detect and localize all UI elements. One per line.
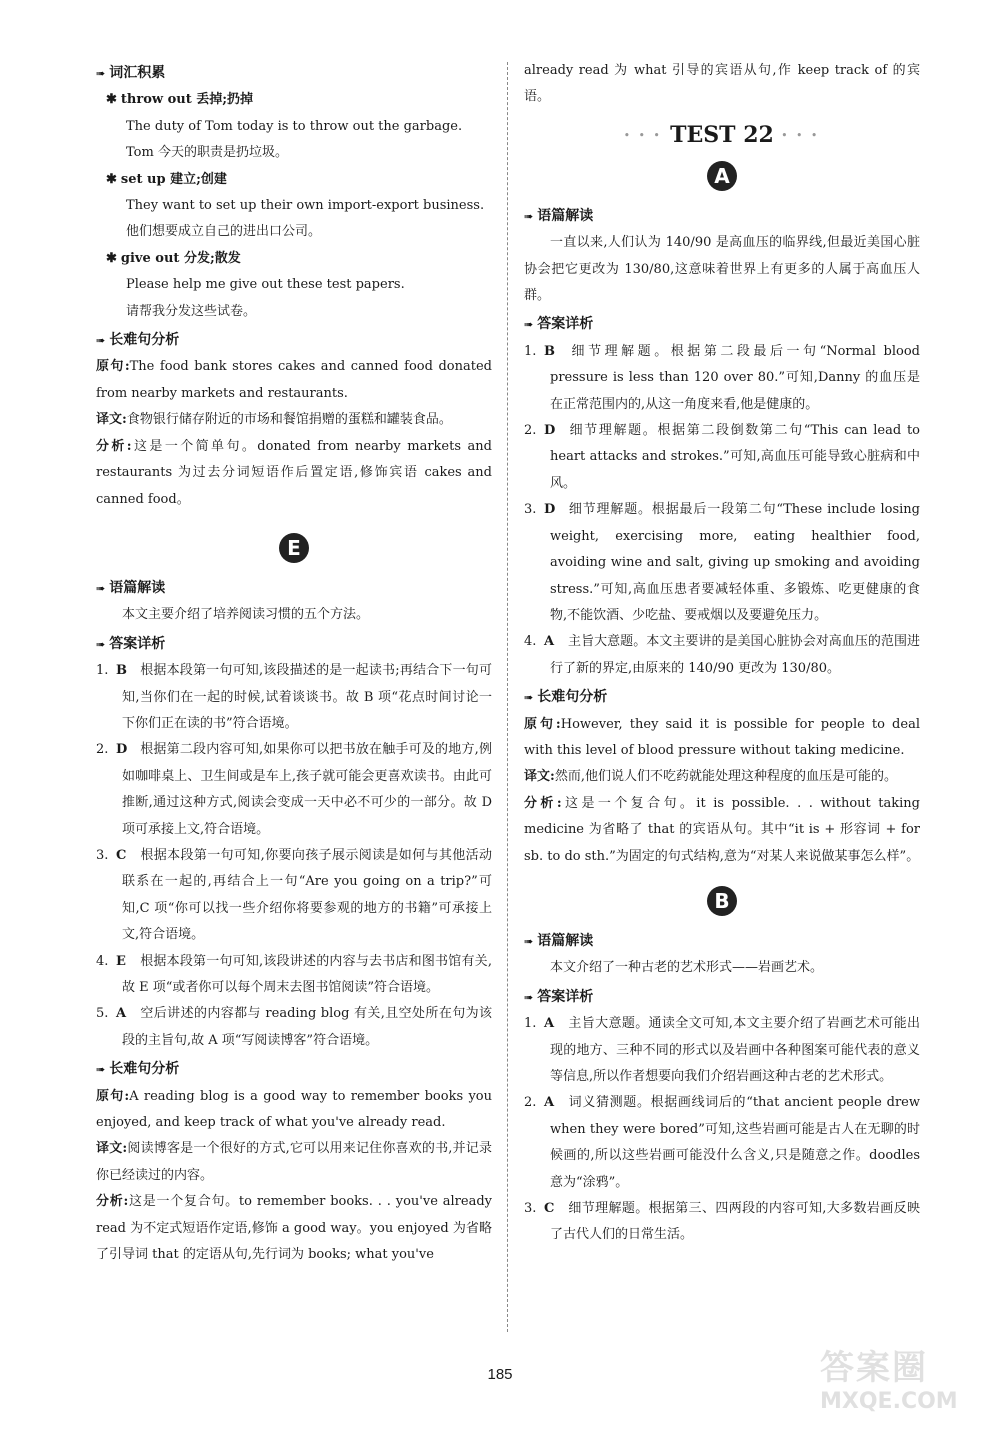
continued-analysis: already read 为 what 引导的宾语从句,作 keep track of 的宾语。 [524,63,920,105]
original-sentence: 原句:The food bank stores cakes and canned food donated from nearby markets and restaurants. [96,359,492,401]
analysis: 分析:这是一个复合句。it is possible. . . without taking medicine 为省略了 that 的宾语从句。其中“it is + 形容词 + for sb. to do sth.”为固定的句式结构,意为“对某人来说做某事怎么样”。 [524,795,920,864]
answer-item: 2. A 词义猜测题。根据画线词后的“that ancient people drew when they were bored”可知,这些岩画可能是古人在无聊的时候画的,所以这些岩画可能没什么含义,只是随意之作。doodles 意为“涂鸦”。 [524,1095,920,1190]
answer-item: 3. C 根据本段第一句可知,你要向孩子展示阅读是如何与其他活动联系在一起的,再结合上一句“Are you going on a trip?”可知,C 项“你可以找一些介绍你将要参观的地方的书籍”可承接上文,符合语境。 [96,847,492,943]
translation: 译文:食物银行储存附近的市场和餐馆捐赠的蛋糕和罐装食品。 [96,412,452,428]
section-heading-reading: ➠ 语篇解读 [96,575,492,602]
star-icon: ✱ [106,171,117,187]
section-heading-reading: ➠ 语篇解读 [524,203,920,230]
section-heading-vocab: ➠ 词汇积累 [96,60,492,87]
page-number: 185 [487,1366,513,1383]
right-column [524,58,920,1249]
answer-item: 2. D 根据第二段内容可知,如果你可以把书放在触手可及的地方,例如咖啡桌上、卫生间或是车上,孩子就可能会更喜欢读书。由此可推断,通过这种方式,阅读会变成一天中必不可少的一部分。故 D 项可承接上文,符合语境。 [96,742,492,837]
analysis: 分析:这是一个复合句。to remember books. . . you've already read 为不定式短语作定语,修饰 a good way。you enjoyed 为省略了引导词 that 的定语从句,先行词为 books; what you've [96,1194,492,1263]
star-icon: ✱ [106,250,117,266]
translation: 译文:阅读博客是一个很好的方式,它可以用来记住你喜欢的书,并记录你已经读过的内容。 [96,1141,492,1183]
vocab-item: ✱ give out 分发;散发 Please help me give out these test papers. 请帮我分发这些试卷。 [106,250,405,319]
passage-badge-e: E [279,533,309,563]
answer-item: 3. D 细节理解题。根据最后一段第二句“These include losing weight, exercising more, eating healthier food, avoiding wine and salt, giving up smoking and avoiding stress.”可知,高血压患者要减轻体重、多锻炼、吃更健康的食物,不能饮酒、少吃盐、要戒烟以及要避免压力。 [524,502,920,623]
arrow-icon: ➠ [524,318,534,332]
reading-summary: 一直以来,人们认为 140/90 是高血压的临界线,但最近美国心脏协会把它更改为 130/80,这意味着世界上有更多的人属于高血压人群。 [524,235,920,304]
answer-item: 4. E 根据本段第一句可知,该段讲述的内容与去书店和图书馆有关,故 E 项“或者你可以每个周末去图书馆阅读”符合语境。 [96,953,492,995]
arrow-icon: ➠ [524,934,534,948]
answer-item: 4. A 主旨大意题。本文主要讲的是美国心脏协会对高血压的范围进行了新的界定,由原来的 140/90 更改为 130/80。 [524,634,920,676]
section-heading-long-sentence: ➠ 长难句分析 [96,1056,492,1083]
vocab-item: ✱ set up 建立;创建 They want to set up their own import-export business. 他们想要成立自己的进出口公司。 [106,171,485,240]
section-heading-reading: ➠ 语篇解读 [524,928,920,955]
left-column [96,58,492,1268]
arrow-icon: ➠ [96,334,106,348]
answer-item: 5. A 空后讲述的内容都与 reading blog 有关,且空处所在句为该段的主旨句,故 A 项“写阅读博客”符合语境。 [96,1006,492,1048]
watermark-logo: 答案圈 MXQE.COM [820,1348,958,1414]
reading-summary: 本文主要介绍了培养阅读习惯的五个方法。 [122,607,370,623]
section-heading-long-sentence: ➠ 长难句分析 [524,684,920,711]
star-icon: ✱ [106,92,117,108]
arrow-icon: ➠ [96,637,106,651]
answer-item: 1. B 细节理解题。根据第二段最后一句“Normal blood pressure is less than 120 over 80.”可知,Danny 的血压是在正常范围内的,从这一角度来看,他是健康的。 [524,343,920,412]
analysis: 分析:这是一个简单句。donated from nearby markets and restaurants 为过去分词短语作后置定语,修饰宾语 cakes and canned food。 [96,438,492,507]
translation: 译文:然而,他们说人们不吃药就能处理这种程度的血压是可能的。 [524,769,897,785]
section-heading-answers: ➠ 答案详析 [524,311,920,338]
section-heading-answers: ➠ 答案详析 [96,631,492,658]
arrow-icon: ➠ [524,209,534,223]
reading-summary: 本文介绍了一种古老的艺术形式——岩画艺术。 [550,960,824,976]
vocab-item: ✱ throw out 丢掉;扔掉 The duty of Tom today is to throw out the garbage. Tom 今天的职责是扔垃圾。 [106,92,463,161]
passage-badge-b: B [707,886,737,916]
answer-item: 1. A 主旨大意题。通读全文可知,本文主要介绍了岩画艺术可能出现的地方、三种不同的形式以及岩画中各种图案可能代表的意义等信息,所以作者想要向我们介绍岩画这种古老的艺术形式。 [524,1016,920,1084]
arrow-icon: ➠ [96,581,106,595]
test-title: • • • TEST 22 • • • [623,121,821,148]
answer-item: 3. C 细节理解题。根据第三、四两段的内容可知,大多数岩画反映了古代人们的日常生活。 [524,1201,920,1243]
arrow-icon: ➠ [524,691,534,705]
arrow-icon: ➠ [96,1063,106,1077]
passage-badge-a: A [707,161,737,191]
arrow-icon: ➠ [96,67,106,80]
original-sentence: 原句:However, they said it is possible for people to deal with this level of blood pressure without taking medicine. [524,716,920,758]
answer-item: 1. B 根据本段第一句可知,该段描述的是一起读书;再结合下一句可知,当你们在一起的时候,试着谈谈书。故 B 项“花点时间讨论一下你们正在读的书”符合语境。 [96,663,492,731]
arrow-icon: ➠ [524,990,534,1004]
section-heading-long-sentence: ➠ 长难句分析 [96,327,492,354]
original-sentence: 原句:A reading blog is a good way to remember books you enjoyed, and keep track of what you've already read. [96,1088,492,1131]
column-divider [507,62,508,1332]
answer-item: 2. D 细节理解题。根据第二段倒数第二句“This can lead to heart attacks and strokes.”可知,高血压可能导致心脏病和中风。 [524,423,920,491]
section-heading-answers: ➠ 答案详析 [524,984,920,1011]
